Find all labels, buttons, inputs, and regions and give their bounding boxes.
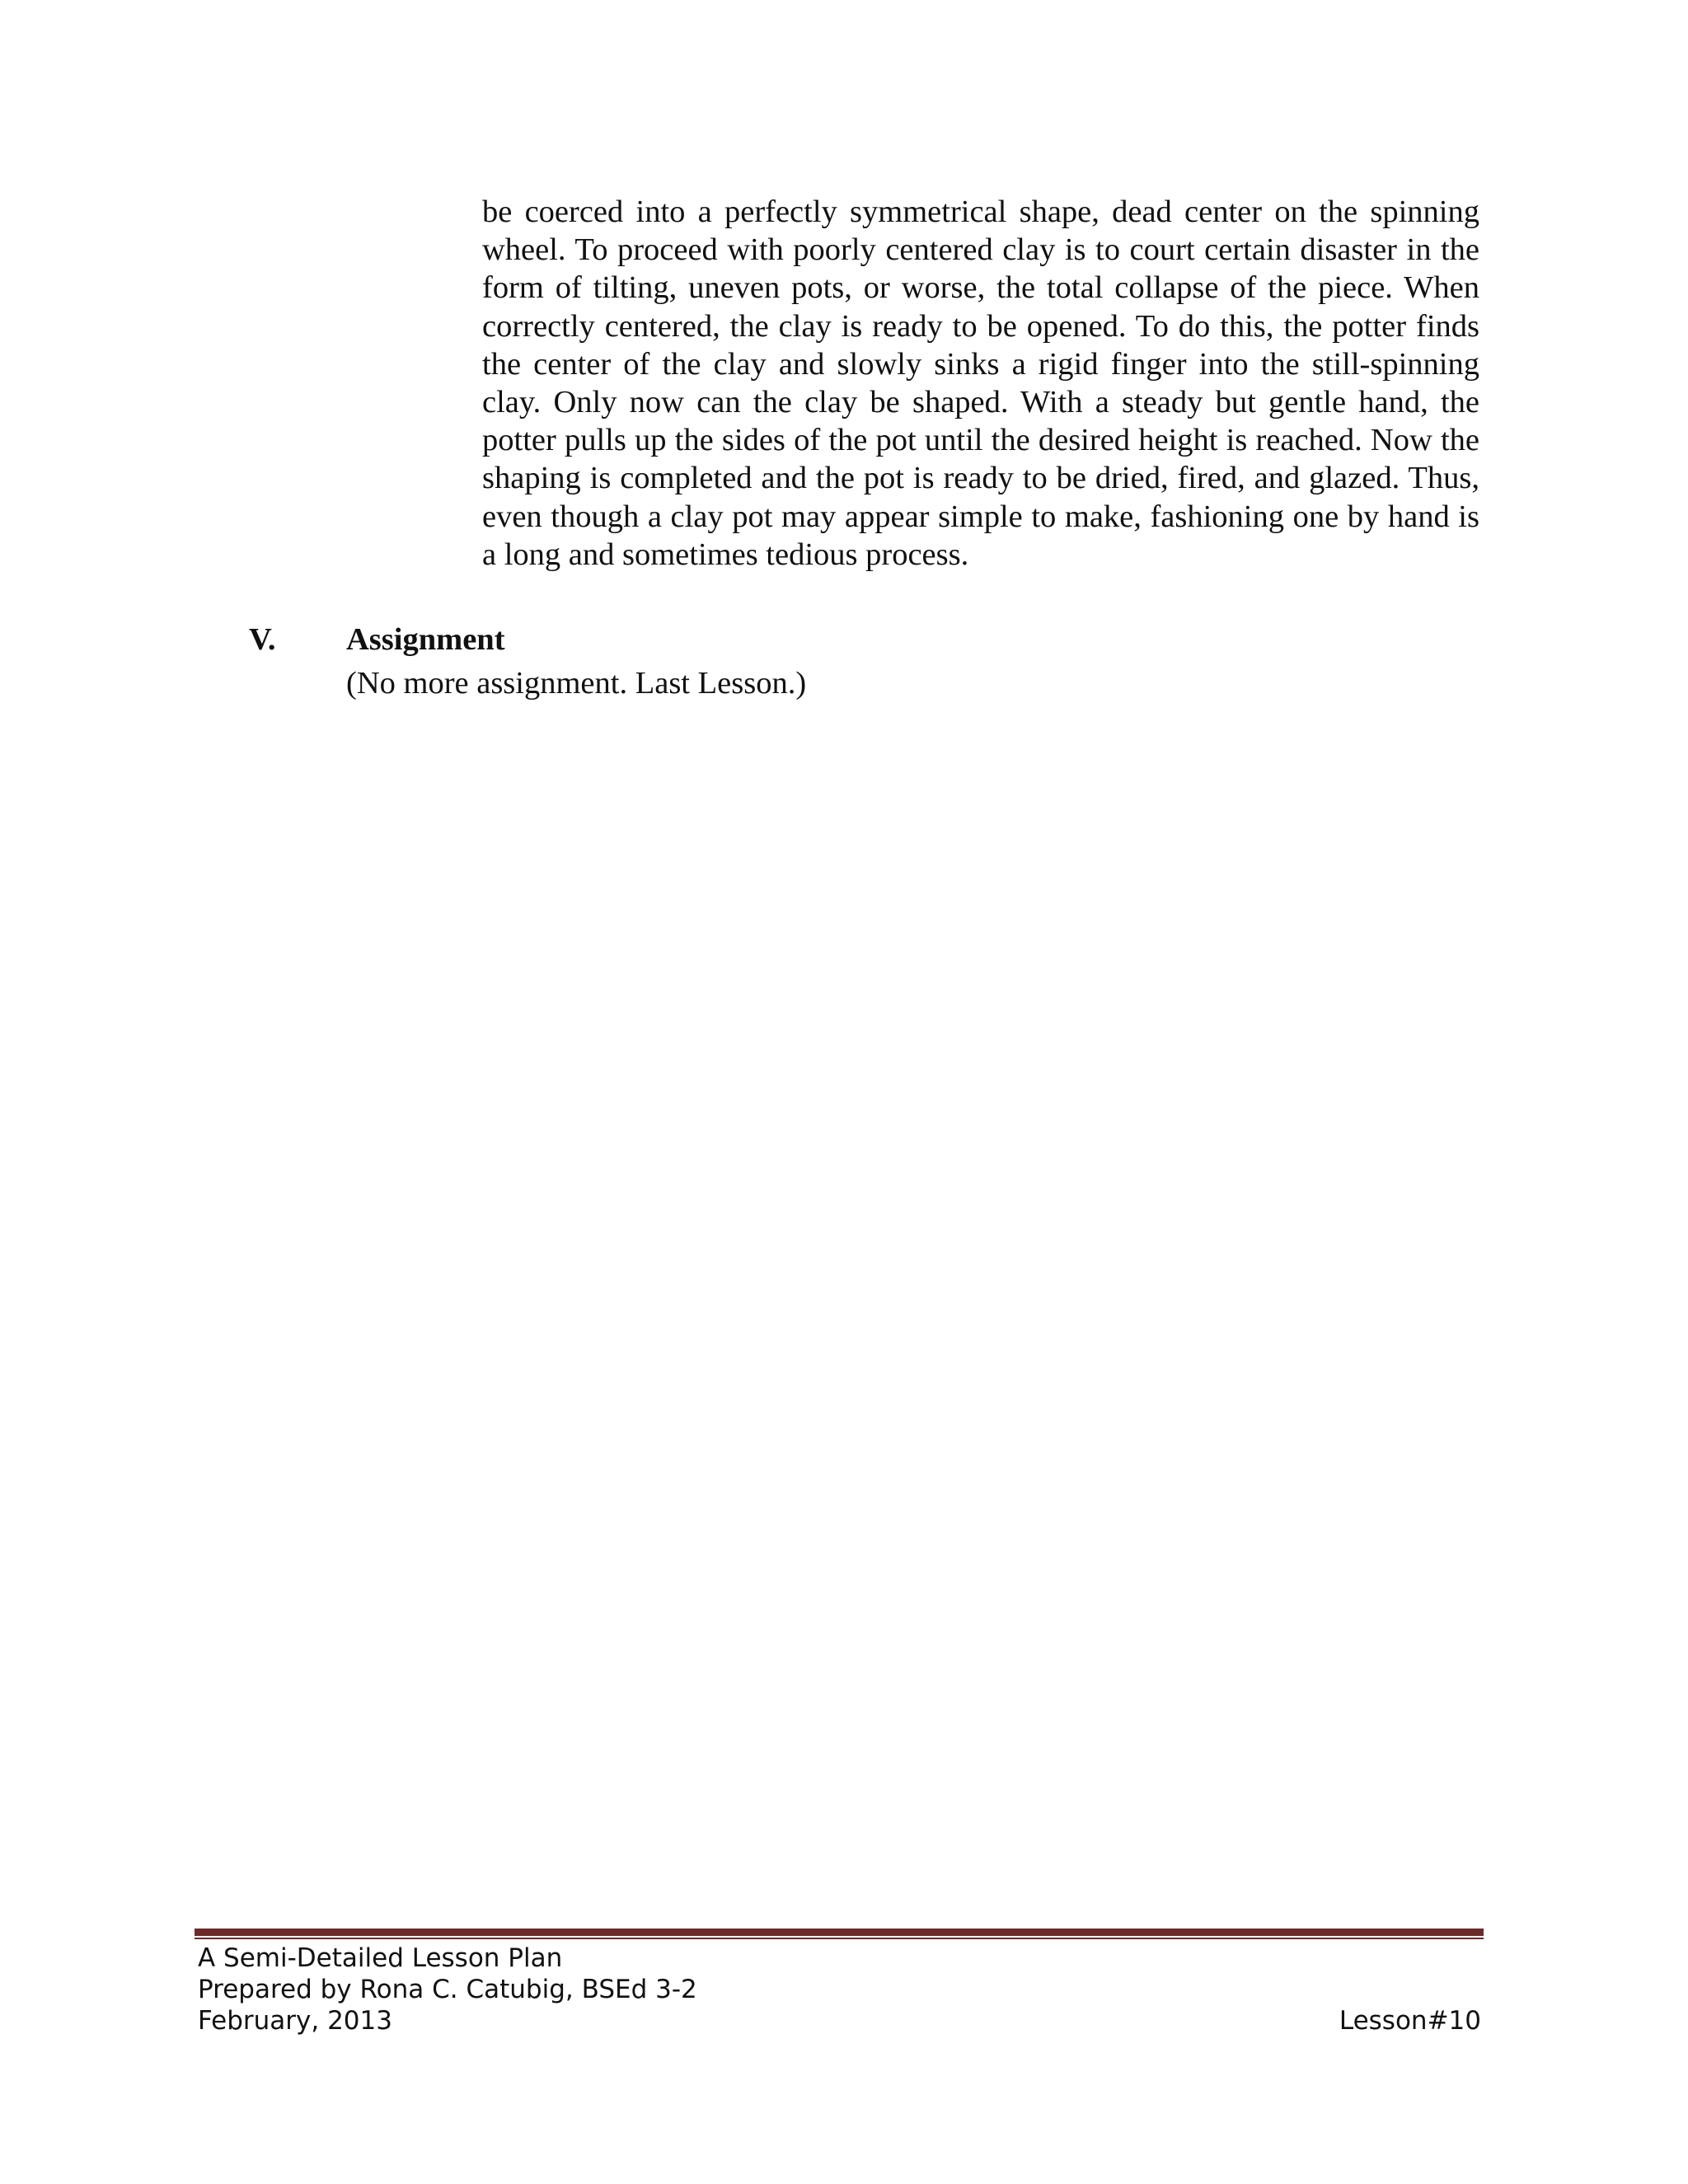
section-title: Assignment <box>346 622 505 657</box>
section-note: (No more assignment. Last Lesson.) <box>346 666 807 701</box>
section-number: V. <box>249 622 276 657</box>
body-paragraph: be coerced into a perfectly symmetrical shape, dead center on the spinning wheel. To proceed with poorly centered clay is to court certain disaster in the form of tilting, uneven pots, or worse, the total collapse of the piece. When correctly centered, the clay is ready to be opened. To do this, the potter finds the center of the clay and slowly sinks a rigid finger into the still-spinning clay. Only now can the clay be shaped. With a steady but gentle hand, the potter pulls up the sides of the pot until the desired height is reached. Now the shaping is completed and the pot is ready to be dried, fired, and glazed. Thus, even though a clay pot may appear simple to make, fashioning one by hand is a long and sometimes tedious process. <box>482 194 1479 572</box>
footer-author: Prepared by Rona C. Catubig, BSEd 3-2 <box>198 1975 697 2004</box>
footer-divider-thick <box>195 1929 1484 1936</box>
footer-divider-thin <box>195 1938 1484 1939</box>
footer-date: February, 2013 <box>198 2006 392 2036</box>
footer-plan-title: A Semi-Detailed Lesson Plan <box>198 1943 563 1973</box>
footer-lesson-number: Lesson#10 <box>1339 2006 1481 2036</box>
footer-divider <box>195 1929 1484 1940</box>
